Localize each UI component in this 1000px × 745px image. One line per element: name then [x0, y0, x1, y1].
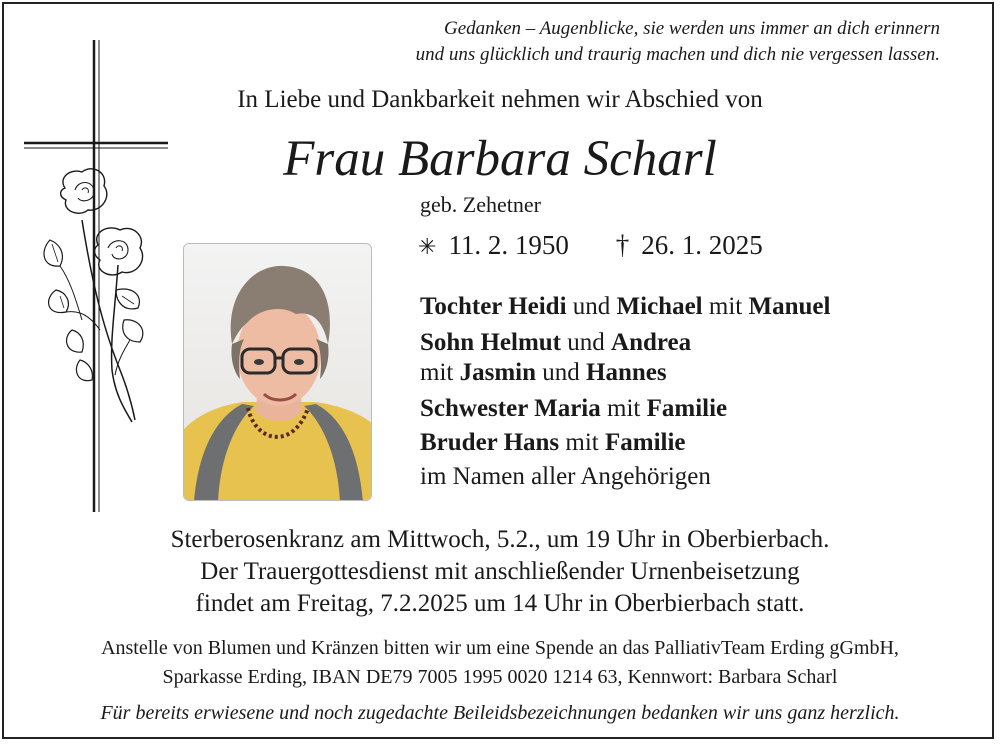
family-name: Sohn Helmut — [420, 329, 562, 356]
family-list — [420, 290, 830, 494]
portrait-photo — [183, 243, 372, 501]
family-name: Hannes — [586, 359, 667, 386]
deceased-name: Frau Barbara Scharl — [283, 131, 717, 187]
portrait-illustration — [184, 244, 372, 501]
family-connector: mit — [600, 395, 647, 422]
family-connector: und — [561, 329, 612, 356]
family-connector: und — [536, 359, 586, 386]
cross-with-roses-icon — [20, 40, 180, 520]
death-cross-icon: † — [615, 230, 630, 260]
intro-text: In Liebe und Dankbarkeit nehmen wir Abschied von — [237, 86, 763, 113]
birth-date: 11. 2. 1950 — [448, 230, 569, 260]
family-name: Familie — [646, 395, 728, 422]
birth-date-group — [418, 230, 569, 260]
death-date-group — [616, 230, 763, 260]
family-connector: mit — [559, 429, 605, 456]
family-connector: mit — [702, 293, 749, 320]
life-dates — [418, 230, 803, 261]
family-line — [420, 392, 830, 426]
service-line-1: Sterberosenkranz am Mittwoch, 5.2., um 19 Uhr in Oberbierbach. — [170, 526, 830, 553]
family-line: im Namen aller Angehörigen — [420, 463, 711, 490]
family-name: Manuel — [748, 293, 831, 320]
family-name: Familie — [605, 429, 686, 456]
birth-star-icon: ✳ — [418, 234, 437, 259]
family-name: Andrea — [611, 329, 692, 356]
family-line — [420, 358, 830, 388]
service-line-3: findet am Freitag, 7.2.2025 um 14 Uhr in Oberbierbach statt. — [195, 590, 805, 617]
donation-line-2: Sparkasse Erding, IBAN DE79 7005 1995 0020 1214 63, Kennwort: Barbara Scharl — [162, 666, 838, 688]
donation-line-1: Anstelle von Blumen und Kränzen bitten wir um eine Spende an das PalliativTeam Erding gGmbH, — [101, 637, 899, 659]
donation-info — [0, 634, 1000, 692]
service-line-2: Der Trauergottesdienst mit anschließender Urnenbeisetzung — [200, 558, 800, 585]
birth-name: geb. Zehetner — [420, 192, 541, 217]
service-info — [0, 524, 1000, 620]
family-line — [420, 328, 830, 358]
family-connector: mit — [420, 359, 460, 386]
family-name: Bruder Hans — [420, 429, 560, 456]
death-date: 26. 1. 2025 — [641, 230, 763, 260]
family-name: Michael — [616, 293, 703, 320]
family-connector: und — [566, 293, 617, 320]
family-line — [420, 290, 830, 324]
family-name: Tochter Heidi — [420, 293, 567, 320]
family-name: Jasmin — [459, 359, 536, 386]
family-line — [420, 426, 830, 460]
family-name: Schwester Maria — [420, 395, 601, 422]
quote-line-1: Gedanken – Augenblicke, sie werden uns immer an dich erinnern — [444, 18, 940, 39]
thanks-text: Für bereits erwiesene und noch zugedachte Beileidsbezeichnungen bedanken wir uns ganz herzlich. — [100, 702, 900, 724]
quote-line-2: und uns glücklich und traurig machen und dich nie vergessen lassen. — [415, 44, 940, 65]
